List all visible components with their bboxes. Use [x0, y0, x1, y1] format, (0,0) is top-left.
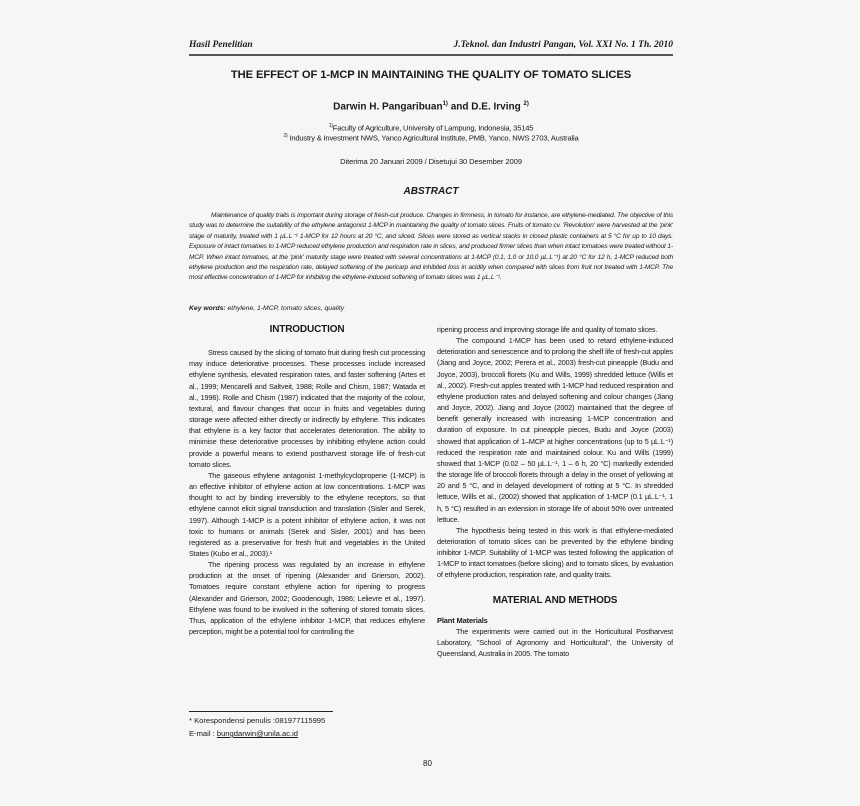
keywords-label: Key words: [189, 305, 226, 312]
affiliation-2 [189, 133, 673, 143]
footnote-correspondence: * Korespondensi penulis :081977115995 [189, 716, 326, 725]
keywords-text: ethylene, 1-MCP, tomato slices, quality [225, 305, 345, 312]
plant-materials-heading: Plant Materials [437, 615, 488, 625]
introduction-heading: INTRODUCTION [269, 324, 345, 335]
page-number: 80 [423, 759, 432, 768]
methods-heading: MATERIAL AND METHODS [492, 594, 618, 606]
right-column [437, 324, 673, 659]
author-2: and D.E. Irving [447, 101, 524, 113]
methods-paragraph-1: The experiments were carried out in the Horticultural Postharvest Laboratory, "School of Agronomy and Horticultural", the University of Queensland, Australia in 2005. The tomato [437, 626, 673, 659]
affiliation-2-text: Industry & Investment NWS, Yanco Agricultural Institute, PMB, Yanco, NWS 2703, Australia [287, 133, 579, 143]
running-head [189, 40, 673, 56]
affiliation-1-mark: 1) [328, 123, 333, 129]
running-head-journal: J.Teknol. dan Industri Pangan, Vol. XXI No. 1 Th. 2010 [453, 40, 673, 50]
keywords [189, 305, 344, 312]
body-columns [189, 324, 673, 754]
intro-paragraph-1: Stress caused by the slicing of tomato fruit during fresh cut processing may induce deteriorative processes. These processes include increased ethylene synthesis, elevated respiration rates, and faster softening (Artes et al., 1999; Mencarelli and Saltveit, 1988; Rolle and Chism, 1987; Watada et al., 1996). Rolle and Chism (1987) indicated that the majority of the colour, textural, and flavour changes that occur in fruits and vegetables during storage were affected either directly or indirectly by ethylene. This indicates that ethylene is a key factor that accelerates deterioration. The ability to minimise these deteriorative processes by inhibiting ethylene action could provide a powerful means to extend postharvest storage life of fresh-cut tomato slices. [189, 348, 425, 469]
abstract-text: Maintenance of quality traits is important during storage of fresh-cut produce. Changes in firmness, in tomato for instance, are ethylene-mediated. The objective of this study was to determine the suitability of the ethylene antagonist 1-MCP in maintaining the quality of tomato slices. Fruits of tomato cv. 'Revolution' were harvested at the 'pink' stage of maturity, treated with 1 µL.L⁻¹ 1-MCP for 12 hours at 20 °C, and sliced. Slices were stored as vertical stacks in closed plastic containers at 5 °C for up to 10 days. Exposure of intact tomatoes to 1-MCP reduced ethylene production and respiration rate in slices, and produced firmer slices than when intact tomatoes were treated without 1-MCP. When intact tomatoes, at the 'pink' maturity stage were treated with several concentrations at 1-MCP (0.1, 1.0 or 10.0 µL.L⁻¹) at 20 °C for 12 h, 1-MCP reduced both ethylene production and the respiration rate, delayed softening of the pericarp and inhibited loss in acidity when compared with slices from fruit not treated with 1-MCP. The most effective concentration of 1-MCP for inhibiting the ethylene-induced softening of tomato slices was 1 µL.L⁻¹. [189, 212, 673, 282]
intro-paragraph-continued: ripening process and improving storage life and quality of tomato slices. [437, 325, 658, 334]
footnote-email [189, 729, 298, 738]
authors [189, 101, 673, 112]
affiliation-1 [189, 123, 673, 133]
author-2-affil-mark: 2) [523, 101, 529, 107]
intro-paragraph-3: The ripening process was regulated by an increase in ethylene production at the onset of ripening (Alexander and Grierson, 2002). Tomatoes require constant ethylene action for ripening to progress (Alexander and Grierson, 2002; Goodenough, 1986; Lelievre et al., 1997). Ethylene was found to be involved in the softening of stored tomato slices. Thus, application of the ethylene inhibitor 1-MCP, that reduces ethylene perception, might be a potential tool for controlling the [189, 560, 425, 637]
email-label: E-mail : [189, 729, 217, 738]
abstract-body [189, 211, 673, 284]
left-column [189, 324, 425, 637]
abstract-heading: ABSTRACT [403, 186, 459, 197]
author-1: Darwin H. Pangaribuan [333, 101, 443, 113]
intro-paragraph-5: The hypothesis being tested in this work is that ethylene-mediated deterioration of tomato slices can be prevented by the ethylene binding inhibitor 1-MCP. Suitability of 1-MCP was tested following the application of 1-MCP to intact tomatoes (before slicing) and to tomato slices, by evaluation of ethylene production, respiration rate, and quality traits. [437, 525, 673, 580]
paper-title: THE EFFECT OF 1-MCP IN MAINTAINING THE QUALITY OF TOMATO SLICES [230, 69, 632, 81]
footnote-divider [189, 711, 333, 712]
affiliation-1-text: Faculty of Agriculture, University of Lampung, Indonesia, 35145 [332, 123, 534, 133]
affiliation-2-mark: 2) [283, 133, 288, 139]
intro-paragraph-2: The gaseous ethylene antagonist 1-methylcyclopropene (1-MCP) is an effective inhibitor of ethylene action at low concentrations. 1-MCP was thought to act by binding irreversibly to the ethylene receptors, so that ethylene cannot elicit signal transduction and translation (Sisler and Serek, 1997). Although 1-MCP is a potent inhibitor of ethylene action, it was not toxic to humans or animals (Serek and Sisler, 2001) and has been registered as a preservative for fresh fruit and vegetables in the United States (Kubo et al., 2003).¹ [189, 470, 425, 558]
running-head-section: Hasil Penelitian [189, 40, 253, 50]
email-link[interactable]: bungdarwin@unila.ac.id [216, 729, 299, 738]
author-1-affil-mark: 1) [442, 101, 448, 107]
intro-paragraph-4: The compound 1-MCP has been used to retard ethylene-induced deterioration and senescence and to prolong the shelf life of fresh-cut apples (Jiang and Joyce, 2002; Perera et al., 2003) fresh-cut pineapple (Budu and Joyce, 2003), broccoli florets (Ku and Wills, 1999) shredded lettuce (Wills et al., 2002). Fresh-cut apples treated with 1-MCP had reduced respiration and ethylene production rates and delayed softening and colour changes (Jiang and Joyce, 2002). Jiang and Joyce (2002) maintained that the degree of benefit generally increased with increasing 1-MCP concentration and duration of exposure. In cut pineapple pieces, Budu and Joyce (2003) showed that application of 1–MCP at higher concentrations (up to 5 µL.L⁻¹) reduced the respiration rate and maintained colour. Ku and Wills (1999) showed that 1-MCP (0.02 – 50 µL.L⁻¹, 1 – 6 h, 20 °C) markedly extended the storage life of broccoli florets through a delay in the onset of yellowing at 20 and 5 °C, and in delayed development of rotting at 5 °C. In shredded lettuce, Wills et al., (2002) showed that application of 1-MCP (0.1 µL.L⁻¹, 1 h, 5 °C) resulted in an extension in storage life of about 50% over untreated lettuce. [437, 336, 673, 524]
received-dates: Diterima 20 Januari 2009 / Disetujui 30 Desember 2009 [340, 157, 522, 166]
